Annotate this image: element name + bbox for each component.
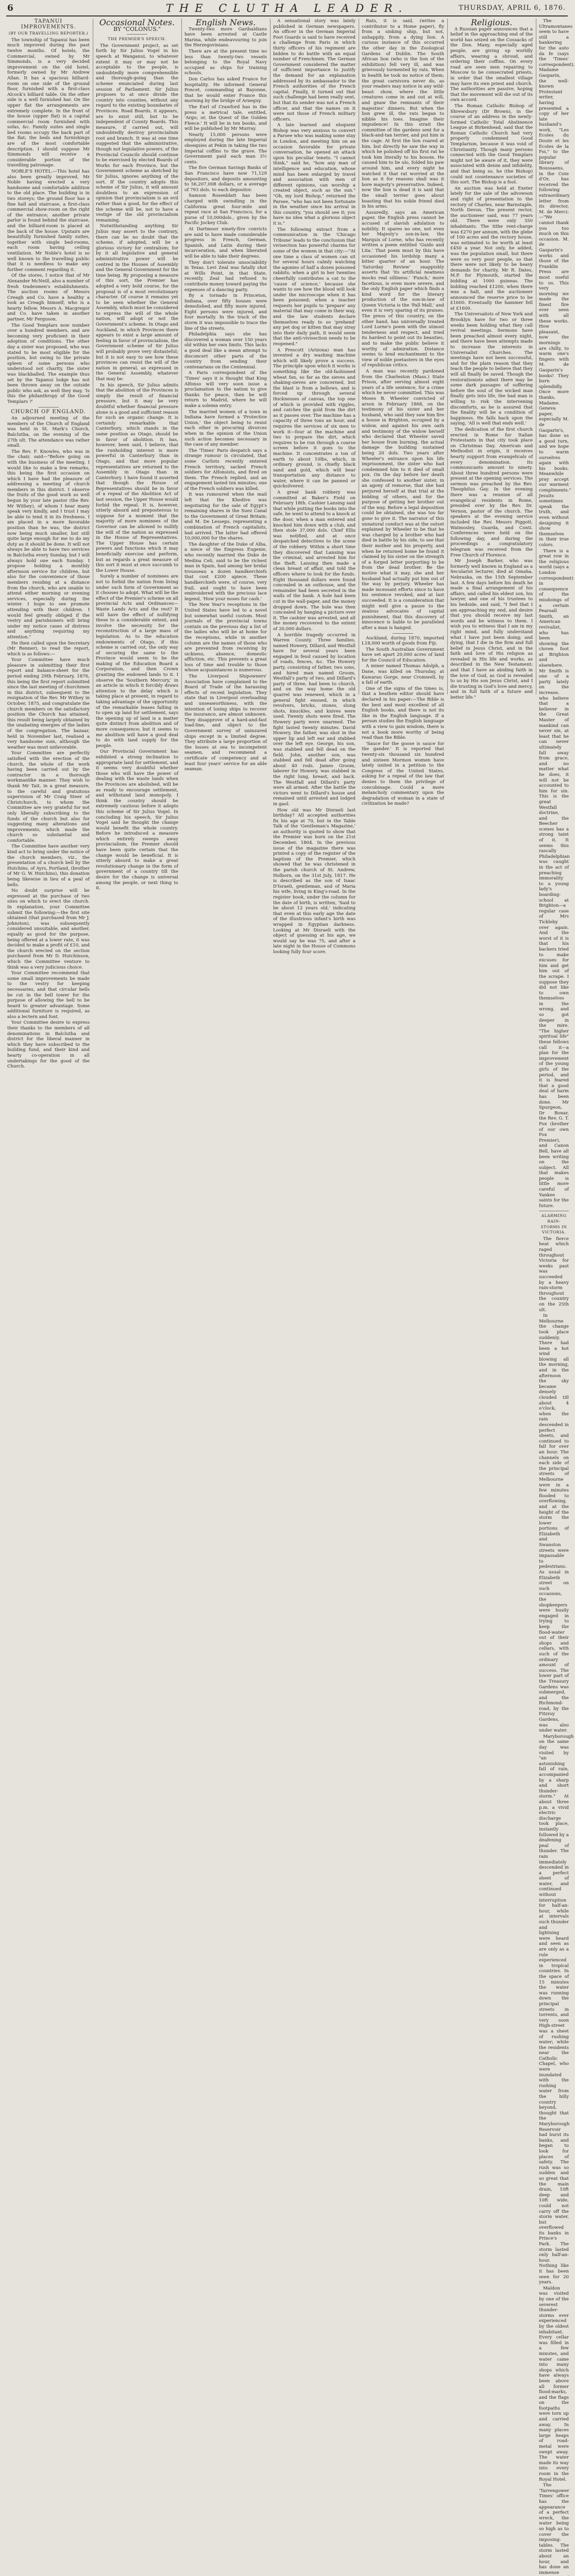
paragraph: The daughter of the Duke of Alba, a niece of the Empress Eugenie, who recently married the Duke de Medina Celi, said to be the richest man in Spain, had among her bridal trousseau a dozen handkerchiefs that cost £200 apiece. These handkerchiefs were, of course, very frail, and ought to have been embroidered with the precious lace legend, 'How your noses for cash.' [184, 541, 267, 602]
occasional-notes-heading: Occasional Notes. [99, 18, 175, 27]
paragraph: The Government project, as set forth by Sir Julius Vogel in his speech at Wanganui, to whatever extent it may or may not be acceptable to the people, is undoubtedly more comprehensible and thorough-going than the scheme enunciated during last session of Parliament. Sir Julius proposes to at once divide the country into counties, without any regard to the existing boundaries of Provinces. Road Boards, it appears, are to exist still, but to be independent of County Boards. This measure, if carried out, will undoubtedly destroy provincialism root and branch. It was at one time suggested that the administrative, though not legislative powers, of the Provincial Councils should continue to be exercised by elected Boards of Works for each Province, but the Government scheme as sketched by Sir Julius, ignores anything of the sort. If the country adopts this scheme of Sir Julius, it will amount doubtless to an expression of opinion that provincialism is an evil rather than a good, for the effect of the scheme will be, not to have a vestige of the old provincialism remaining. [96, 43, 178, 223]
paragraph: No doubt surprise will be expressed at the purchase of two sites on which to erect the church. In explanation, your Committee submit the following:—the first site obtained (that purchased from Mr J. Johnston), was subsequently considered unsuitable, and another, equally as good for the purpose, being offered at a lower rate, it was decided to make a profit of £10, and the church erected on the section purchased from Mr D. Hutchinson, which the Committee venture to think was a very judicious choice. [7, 888, 90, 970]
paragraph: Mr Joseph Barker, who was formerly well known in England as a Secularist lecturer, died at Omaha, Nebraska, on the 15th September last. A few days before his death he made a final arrangement of his affairs, and called his eldest son, his lawyer, and one of his trustees to his bedside, and said, "I feel that I am approaching my end, and desire that you should receive my last words and be witness to them. I wish you to witness that I am in my right mind, and fully understand what I have just been doing; and dying, that I die in the firm and full belief in Jesus Christ, and in the faith and love of His religion as revealed in His life and works, as described in the New Testament; and that I have an abiding faith in the love of God, as God is revealed to us by His son Jesus Christ, and I die trusting in God's love and mercy, and in full faith of a future and better life." [450, 558, 533, 701]
paragraph: The Good Templars now number over a hundred members, and are becoming very proficient in their adoption of conditions. The other day a sister was proposed, who was stated to be most eligible for the position, but owing to the private spleen of some persons who understood not charity, the sister was blackballed. The example thus set by the Tapanui lodge has not been thrown away on the outside public who ask, as well they may, 'Is this the philanthropy of the Good Templars ?' [7, 323, 90, 404]
paragraph: In Melbourne the change took place suddenly. There had been a hot wind blowing all the morning, and in the afternoon the sky became densely clouded till about 4 o'clock, when the rain descended in perfect sheets, and continued to fall for over an hour. The channels on each side of the principal streets of Melbourne were in a few minutes flooded to overflowing, and at the height of the storm the lower portions of Elizabeth and Swanston streets were impassable to pedestrians. As usual in Elizabeth street on such occasions, the shopkeepers were busily engaged in trying to keep the flood-water out of their shops and cellars, with such of the ordinary amount of success. The lower part of the Treasury Gardens was submerged, and the Richmond-road, by the Fitzroy Gardens, was also under water. [539, 1313, 569, 1734]
paragraph: Of the stores, I notice that of Mr Alexander McNeill, also a number of fresh tradesmen's establishments. The auction rooms of Messrs Creagh and Co. have a healthy a look as Creagh himself, who is a hearty fellow. Messrs A. Macgregor and Co. have taken in another partner, Mr Ferguson. [7, 273, 90, 323]
divider [393, 633, 413, 634]
paragraph: Nearly 15,000 persons were employed during the late Imperial obsequies at Pekin in taking the two Imperial coffins to the grave. The Government paid each man 3½ cents. [184, 132, 267, 165]
paragraph: A Prescott (Arizona) man has invented a dry washing machine which will likely prove a success. The principle upon which it works is something like the old-fashioned wheat fan, so far as the sieves and shaking-sieves are concerned, but the blast is from a bellows, and is forced up through several thicknesses of canvas, the top one of which is provided with riggles, and catches the gold from the dirt as it passes over. The machine has a capacity of three tons an hour, and requires the services of six men to work it—four at the machine and two to prepare the dirt, which requires to be run through a coarse screen before it goes to the machine. It concentrates a ton of earth to about 10lbs, which, in ordinary ground, is chiefly black sand and gold, which will bear transportation any distance to water, where it can be panned or quicksilvered. [273, 347, 356, 489]
paragraph: The New Year's receptions in the United States have led to a novel but somewhat useful custom. Most journals of the provincial towns contain on the previous day a list of the ladies who will be at home for the receptions, while in another column are the names of those who are prevented from receiving by sickness, absence, domestic affliction, etc. This prevents a great loss of time and trouble to those whose acquaintances is numerous. [184, 602, 267, 673]
page-number: 6 [7, 3, 13, 13]
paragraph: A late learned and eloquent Bishop was very anxious to convert a Parsee who was making some stay in London, and meeting him on an occasion favorable for private conversation, he opened an attack upon his peculiar tenets. "I cannot think," said he, "how any man of intelligence and education, whose mind has been enlarged by travel and association with men of different opinions, can worship a created object, such as the sun." "Oh, my lord Bishop," returned the Parsee, "who has not been fortunate in the weather since his arrival in this country, "you should see it; you have no idea what a glorious object it is." [273, 123, 356, 226]
column-4 [273, 19, 356, 955]
paragraph: A Paris correspondent of the 'Times' says it is thought that King Alfonso will very soon issue a proclamation to the nation to give thanks for peace, then he will return to Madrid, where he will make a solemn entry. [184, 370, 267, 409]
paragraph: The Committee have another very kind act to bring under the notice of the church members, viz., the presentation of a church bell by the Hutchins, of Ayrs, Portland, (brother of Mr G. W. Hutchins), this donation being likewise in lieu of a peal of bells. [7, 844, 90, 888]
issue-date: THURSDAY, APRIL 6, 1876. [459, 4, 566, 12]
paragraph: He then called upon the Secretary (Mr Renner), to read the report, which is as follows:— [7, 640, 90, 657]
paragraph: The township of Tapanui has been much improved during the past twelve months. Of hotels, the Commercial, owned by Mr Simmonds, is a very decided improvement on the old hotel, formerly owned by Mr Andrew Allan. It has a spacious billiard-room on one side of the ground floor, furnished with a first-class Alcock's billiard table. On the other side is a well furnished bar. On the upper flat the arrangements are extremely complete. In the front of the house (upper flat) is a capital commercial room furnished with sofas, &c. Family suites and single bed rooms occupy the back part of the flat; the beds and furnishings are of the most comfortable description. I should suppose Mr Simmonds will receive a considerable portion of the travelling patronage. [7, 37, 90, 168]
column-rule [447, 19, 448, 694]
paragraph: The five German Savings Banks of San Francisco have now 71,129 depositors, and deposits amounting to 56,207,008 dollars, or a average of 793 dols. to each depositor. [184, 165, 267, 193]
divider [38, 407, 59, 408]
premier-speech-heading: THE PREMIER'S SPEECH. [108, 37, 166, 42]
paragraph: Don Carlos has asked France for hospitality. He informed General Poncet, commanding at Bayonne, that he would enter France this morning by the bridge of Arneguy. [184, 76, 267, 104]
paragraph: In his speech, Sir Julius admits that the abolition of the Provinces is simply the result of financial pressure, but it may be very doubtful whether financial pressure alone is a good and sufficient reason for such an organic change. It is certainly remarkable that Canterbury, which stands in the same position as Otago, should be in favor of abolition. It has, however, been said, I believe, that the runholding interest is more powerful in Canterbury than in Otago, and that more popular representatives are returned to the Assembly in Otago than in Canterbury. I have found it asserted that though the House of Representatives should be in favor of a repeal of the Abolition Act of last session, the Upper House would forbid the repeal. It is, however, utterly absurd and preposterous to suppose for a moment that the majority of more nominees of the Governor can be allowed to nullify the will of the nation as expressed in the House of Representatives. The Upper House has certain powers and functions which it may beneficially exercise and perform, but as regards a great measure of this sort it must at once succumb to the Lower House. [96, 382, 178, 573]
paragraph: It was rumoured when the mail left that the Khedive was negotiating for the sale of Egypt's remaining shares in the Suez Canal to the Government of Great Britain; and M. De Lesseps, representing a combination of French capitalists, had arrived. The latter had offered 10,000,000 for the shares. [184, 492, 267, 541]
paragraph: Your Committee are perfectly satisfied with the erection of the church, the whole of the work having been carried out by the contractor in a thorough workmanlike manner. They wish to thank Mr Tait, in a great measure, to the careful and gratuitous supervision of Mr Craig Steer of Christchurch, to whom the Committee are very grateful for not only liberally subscribing to the funds of the church but also for suggesting many alterations and improvements, which made the church so substantial and comfortable. [7, 751, 90, 843]
paragraph: Philadelphia says she has discovered a woman over 150 years old within her own limits. This lacks a good deal like a mean attempt to disconcert other parts of the country from sending their centenarians on the Centennial. [184, 332, 267, 370]
paragraph: 'Sauce for the goose is sauce for the gander.' It is reported that twenty-six thousand six hundred and sixteen Mormon women have lately united in a petition to the Congress of the United States, asking for a repeal of the law that denies to them the privilege of concubinage. Could a more melancholy commentary upon the degradation of woman in a state of civilization be made? [362, 741, 444, 807]
column-5 [362, 19, 444, 807]
rain-storms-heading: ALARMING RAIN-STORMS IN VICTORIA. [540, 1213, 567, 1235]
english-news-heading: English News. [195, 18, 256, 27]
tapanui-byline: (BY OUR TRAVELLING REPORTER.) [8, 31, 89, 36]
paragraph: The Liverpool Shipowners' Association have complained to the Board of Trade of the harassing effects of recent legislation. They state that in Liverpool overloading and unseaworthiness, with the intention of losing ships to recover the insurance, are almost unknown. They disapprove of a hard-and-fast load-line, and object to the Government survey of uninsured ships except in a limited degree. They attribute a large proportion of the losses at sea to incompetent seamen, and recommend a certificate of competency and at least four years' service for an able seaman. [184, 674, 267, 772]
paragraph: The fierce heat which raged throughout Victoria for weeks past was succeeded by a heavy rain-storm throughout the country on the 25th ult. [539, 1236, 569, 1313]
paragraph: Rats, it is said, (writes a contributor to a Home paper), fly from a sinking ship, but not, unhappily, from a dying lion. A curious instance of this occurred the other day in the Zoological Gardens of Dublin. The South African lion (who is the lion of the exhibition) fell very ill, and was grievously tormented by rats. When in health he took no notice of them; the great carnivora never do, as your readers may notice in any wild-beast show, where the little creatures come in and out at will, and gnaw the remnants of their majesties' dinners. But when the lion grew ill, the rats began to nibble his toes. Imagine their impudence! In this strait the committee of the gardens sent for a black-and-tan terrier, and put him in the cage. At first the lion roared at him, but directly he saw the way in which he polished off his first rat he took him literally to his bosom. He caused him to lie ulo, folded his paw around him, and every night he watched it that rat worried at the lion as it for reasons shall was it bore majesty's preservative. Indeed, now the lion is dead it is said that the small terrier goes about boasting that his noble friend died in his arms. [362, 19, 444, 210]
paragraph: An auction was held at Exeter lately for the sale of the advowson and right of presentation to the rectory of Charles, near Barnstaple, North Devon. The present rector, the auctioneer said, was 77 years old. There were only 350 inhabitants. The tithe rent-charge was £270 per annum, with the glebe of 100 acres and the rectory house, was estimated to be worth at least £450 a year. Not only, he added, was the population small, but there were so very poor people, so that there were not likely to be heavy demands for charity. Mr R. Dates, M.P. for Plymouth, started the bidding at 1000 guineas. The bidding reached £1200, when there was a halt, and the auctioneer announced the reserve price to be £1600. Eventually the hammer fell at £1600. [450, 185, 533, 311]
paragraph: The 'Tarrengower Times' office has the appearance of a perfect wreck, the water being so high as to cover the imposing-tables. The storm lasted about an hour, and has done an immense [539, 2483, 569, 2575]
paragraph: The following extract from a communication in the 'Chicago Tribune' leads to the conclusion that vivisection has powerful charms for some of the women in that city:—"At one time a class of women can sit for several hours calmly watching the agonies of half a dozen poisoned rabbits; when a girl in her twenties cheerfully contributes a cat to the 'cause of science,' because she wants to see how the blood will look under the microscope when it has been poisoned; when a teacher requests her pupils to 'prepare' any material that may come in their way, and the law students declare themselves ready to so 'prehend' any pet dog or kitten that may stray into their daily path, it would seem that the anti-vivisection needs to be reopened." [273, 227, 356, 347]
column-rule [181, 19, 182, 694]
paragraph: There is a great row in the religious world (says a London correspondent) in consequence of the misdoings of a certain Pearsall Smith, an American revivalist, who has been showing the cloven foot at Brighton and elsewhere. Mr Smith is one of a party lately on the increase, who believe that a believer in the Great Master of mankind can never sin, at least that he can never ultimately fall away from grace, and no matter what he does, it will not be accounted to him for sin. This is the great Westfall doctrine, and the Beecher scenes has a strong taint of it. It seems this rascally Philadelphian was caught in the act of preaching immorality to a young lady's boarding-school at Brighton—a regular case of Mrs Tickleby over again. And the worst of it is that his backers tried to make excuses for him and get him out of the scrape. I suppose they did not like to own themselves in the wrong, and so got deeper in the mire. "The higher spiritual life" these fellows call it—a plan for the improvement of the young girls of the period, and it is feared that a good deal of harm has been done. Mr Spurgeon, Dr Bonar, the Rev. G. T. Fox (brother of our own Fox Premier), and Canon Bell, have all been writing on the subject. All that makes people is little more careful of Yankee saints for the future. [539, 548, 573, 1209]
header-rule [6, 15, 568, 16]
paragraph: Auckland, during 1870, imported L18,000 worth of goods from Fiji. [362, 635, 444, 647]
paragraph: Assuredly, says an American paper, the English press cannot be accused of slavish adulation to nobility. It spares no one, not even her Majesty's son-in-law, the Marquis of Lorne, who has recently written a poem entitled 'Guido and Lita.' That poem must by this have occasioned his lordship many a bitter quarter of an hour. The 'Saturday Review' snappishly asserts that 'its artificial neatness mocks real silliness.' 'Punch,' more facetious, is even more severe, and the only English paper which finds a kind word for the literary production of the son-in-law of Queen Victoria is the 'Pall Mall,' and even it is very sparing of its praises. The press of this country, on the other hand, has universally treated Lord Lorne's poem with the utmost tenderness and respect, and tried its hardest to point out its beauties, and to make the public believe it worthy of admiration. Distance seems to lend enchantment to the view of noble poetasters in the eyes of republican critics. [362, 210, 444, 368]
paragraph: The Rev. F. Knowles, who was in the chair, said—"Before going on with the business of the meeting, I would like to make a few remarks, this being the first occasion on which I have had the pleasure of addressing a meeting of church members in this district. I observe the fruits of the good work so well begun by your late pastor (the Rev. Mr Withey), of whom I hear many speak very kindly, and I trust I may be able to tend it in its freshness. I am placed in a more favorable position than he was, the district now being much smaller, but still quite large enough for me to do my duty as it should be done. It will not always be able to have two services in Balclutha every Sunday, but I will always hold one each Sunday. I propose holding a monthly afternoon service for children, but also for the convenience of those members residing at a distance from the church, who are unable to attend either morning or evening services, especially during the winter. I hope to see promote attending with their children. I would feel greatly obliged if the vestry and parishioners will bring under my notice cases of distress and anything requiring my attention." [7, 449, 90, 640]
paragraph: At Dartmoor ninety-five convicts are said to have made considerable progress in French, German, Spanish, and Latin during their incarceration, and when liberated will be able to take their degrees. [184, 226, 267, 259]
paragraph: NOBLE'S HOTEL.—This hotel has also been greatly improved, Mr Noble having erected a very handsome and comfortable addition to the old place. The building is in two storeys; the ground floor has a fine hall and staircase, a first-class commercial show-room on the right of the entrance; another private parlor is found behind the staircase, and the billiard-room is placed at the back of the house. Upstairs are beautifully furnished family suites, together with single bed-rooms, each room having ceiling ventilation. Mr Noble's hotel is so well known to the travelling public that it is needless to make any further comment regarding it. [7, 169, 90, 273]
paragraph: Your Committee recommend that some small improvements be made to the vestry for keeping necessaries, and that circular bells be cut in the bell tower for the purpose of allowing the bell to be heard to greater advantage. Some additional furniture is required, as also a lectern and font. [7, 971, 90, 1020]
paragraph: The dedication of the first church erected in Rome for Italian Protestants in that city took place on Christmas Day. American and Methodist in origin, it receives hearty support from evangelicals of every denomination. Its communicants amount to ninety. About three hundred persons were present at the opening services. The sermon was preached by the Rev. Theophilus Gay. In the evening there was a reunion of all evangelical residents in Rome, presided over by the Rev. Dr. Vernon, pastor of the church. The speakers at the evening service included the Rev. Messrs Piggott, Watmosley, Guarda, and Conti. Conferences were held on the following day, and during the proceedings a congratulatory telegram was received from the Free Church of Florence. [450, 427, 533, 558]
paragraph: The 'Times' Paris despatch says a strange rumour is circulated, that some Carlists recently entered French territory, sacked French soldiers for Alfonsists, and fired on them. The French replied, and an engagement lasted ten minutes; one of the French soldiers was killed. [184, 448, 267, 492]
masthead [0, 0, 574, 18]
paragraph: The married women of a town in Indiana have formed a 'Protective Union,' the object being to resist each other in procuring divorces when in the opinion of the Union such action becomes necessary in the case of any member. [184, 409, 267, 448]
paragraph: A great bank robbery was committed at Baker's Field on February 18th. Cashier Lansing said that while putting the books into the safe, he went to attend to a knock at the door, when a man entered and knocked him down with a club, and then stole 37,000 dols. Chief Ellis was notified, and at once despatched detectives to the scene of the robbery. Within a short time they discovered that Lansing was the criminal, and arrested him for the theft. Lansing then made a clean breast of affair, and told the officers where to look for the funds. Eight thousand dollars were found concealed in an outhouse, and the remainder had been secreted in the walls of the bank. A hole had been cut in the wall-paper, and the money dropped down. The hole was then concealed by hanging a picture over it. The cashier was arrested, and all the money recovered to the extent of 20,000 dollars. [273, 490, 356, 632]
paragraph: A man was recently pardoned from the Charleston (Mass.) State Prison, after serving almost eight years of a life sentence, for a crime which he never committed. This was Moses B. Wheeler convicted of arson in February 1868, on the testimony of his sister and her husband, who said they saw him fire a house in Brighton, occupied by a widow, and against his own oath and testimony of the widow herself who declared that Wheeler saved her house from burning, the actual damage the building sustained being 20 dols. Two years after Wheeler's entrance upon his life imprisonment, the sister who had condemned him to it died of small pox. On the day before her death she confessed to another sister, in an agony of remorse, that she had perjured herself at that trial at the bidding of others, and for the purpose of getting her brother out of the way. Before a legal deposition could be obtained, she was too far gone to give it. The narrator of this unnatural conduct was at the outset explained by Wheeler to be that he was charged by a brother who had died in battle by his side, to see that their mother and his property, and when he returned home he found it claimed by his sister on the strength of a forged letter purporting to be from the dead brother. Be the motive what it may, she and her husband had actually put him out of the way by perjury. Wheeler has made incessant efforts since to have his sentence revoked, and at last succeeded. It is a consideration that might well give a pause to the zealous advocates of capital punishment, that this discovery of innocence is liable to be paralleled after a man is hanged. [362, 369, 444, 631]
paragraph: Our Provincial Government has exhibited a strong inclination to appropriate land for settlement, and it seems very doubtful whether those who will have the power of dealing with the waste lands when the Provinces are abolished, will be as ready to encourage settlement, and withstand land monopoly. I think the country should be extremely cautious before it adopts this scheme of Sir Julius Vogel. In concluding his speech, Sir Julius Vogel said he thought the change would benefit the whole country. Before he introduced a measure which entirely sweeps away provincialism, the Premier should have been quite certain that the change would be beneficial. It is utterly absurd to make a great revolutionary change in the form of government of a country till the desire for the change is universal among the people, or next thing to it. [96, 749, 178, 891]
paragraph: The Universalists of New York and Brooklyn have for two or three weeks been holding what they call revival meetings. Sermons have been preached almost every night, and there have been attempts made to increase the interests in Universalist Churches. The meetings have not been successful, and for the plain reason that they teach the people to believe that they will all finally be saved. Though the restorationists admit there may be some dark passages of suffering before the soul of the wicked man finally gets into life, the bad man is willing to risk the intervening discomforts, as he is assured that the finality will be a condition of happiness. He falls back upon the saying, 'All is well that ends well.' [450, 312, 533, 427]
paragraph: Twenty-two more Garibaldians have been arrested at Castle Marina, while endeavouring to join the Herzegovinians. [184, 26, 267, 48]
column-3 [184, 18, 267, 772]
newspaper-title: THE CLUTHA LEADER. [165, 2, 409, 14]
paragraph: Your Committee desire to express their thanks to the members of all denominations in Balclutha and district for the liberal manner in which they have subscribed to the building fund, and their kind and hearty co-operation in all undertakings for the good of the Church. [7, 1020, 90, 1070]
paragraph: They don't tolerate unsociability in Texas. Levi Zeal was fatally shot at Wills Point, in that State, recently. Zeal had refused to contribute money toward paying the expenses of a dancing party. [184, 260, 267, 293]
religious-heading: Religious. [470, 18, 513, 27]
paragraph: One of the signs of the times is, that a heathen editor should have declared in his paper:—The Bible is the best and most excellent of all English books, and there is not its like in the English language. If a person studies the English language with a view to gain wisdom, there is not a book more worthy of being read than the Bible. [362, 686, 444, 741]
paragraph: A horrible tragedy occurred in Warren County. Three families, named Howery, Dillard, and Westfall have for several years been engaged in feud caused by location of roads, fences, &c. The Howery party, consisting of father, two sons, and hired man named Groom, Westfall's party of two, and Dillard's party of three, had been to church, and on the way home the old quarrel was renewed, which in a general fight ensued, in which revolvers, bricks, stones, slung shots, knuckles, and knives were used. Twenty shots were fired. The Howery party were unarmed. The fight lasted twenty minutes. David Howery, the father, was shot in the upper lip and left ear and stabbed over the left eye. George, his son, was stabbed and fell dead on the field. John, another son, was stabbed and fell dead after going about 40 rods. James Groom, laborer for Howery, was stabbed in the right lung, breast, and back. The Westfall and Dillard's party were all armed. After the battle the victors went to Dillard's house and remained until arrested and lodged in gaol. [273, 632, 356, 807]
paragraph: The Roman Catholic Bishop of Shrewsbury (Dr Brown), in the course of an address in the newly-formed Catholic Total Abstinence League at Birkenhead, said that the Roman Catholic Church had very properly condemned Good Templarism, because it was void of Christianity. Though many persons connected with the Good Templars might not be aware of it, they were associated with deism and infidelity, and that being so, he (the Bishop) could not countenance societies of this sort. The Bishop is a fool. [450, 103, 533, 185]
church-heading: CHURCH OF ENGLAND. [11, 409, 86, 415]
paragraph: Notwithstanding anything Sir Julius may assert to the contrary, there can be no doubt that the scheme, if adopted, will be a glorious victory for centralism; for by it all legislative and general administrative power will be centred in the Houses of Assembly and the General Government for the time being. By proposing a measure of this sort, the Premier has adopted a very bold course, for the proposal is of a most revolutionary character. Of course it remains yet to be seen whether the General Assembly, which must be considered to express the will of the whole nation, will adopt or not the Government's scheme. In Otago and Auckland, in which Provinces there appears to exist a large amount of feeling in favor of provincialism, the Government scheme of Sir Julius will probably prove very distasteful; but it is not easy to see how these provinces can resist the will of the nation in general, as expressed in the General Assembly, whatever that may be. [96, 224, 178, 382]
column-2 [96, 18, 178, 891]
paragraph: An adjourned meeting of the members of the Church of England was held in St. Mark's Church, Balclutha, on the evening of the 27th ult. The attendance was rather small. [7, 416, 90, 449]
paragraph: A Russian paper announces that a belief in the approaching end of the world has seized on the Cossacks of the Don. Many, especially aged people, are giving up worldly affairs, wearing a shroud, and ordering their coffins. On every road are seen men repairing to Moscow to be consecrated priests, in order that the smallest village may have its own priest and church. The authorities are passive, hoping that the movement will die out of its own accord. [450, 26, 533, 103]
paragraph: The Earl of Crawford has in the press a metrical tale, entitled, 'Argo; or, the Quest of the Golden Fleece.' It will be in ten books, and will be published by Mr Murray. [184, 104, 267, 132]
paragraph: Samson Rosenblatt has been charged with swindling in the California great four-mile and repeat race at San Francisco, for a purse of 10,000dols., given by the Pacific Jockey Club. [184, 193, 267, 226]
occasional-byline: BY "COLONUS." [113, 25, 161, 32]
paragraph: There are at the present time no less than twenty-two vessels belonging to the Royal Navy occupied as ships for training schools. [184, 48, 267, 76]
tapanui-heading: TAPANUI IMPROVEMENTS. [21, 19, 76, 30]
paragraph: Maldon was visited by one of the severest thunder-storms ever experienced by the oldest inhabitant. Every cellar was filled in a few minutes, and water came into many shops which have always been above all former flood-marks, and the flags on the footpaths were torn up and carried away. In many places large heaps of road-metal were swept away. The water made its way into every room in the Royal Hotel. [539, 2285, 569, 2482]
paragraph: Maryborough on the same day was visited by "an astonishing fall of rain, accompanied by a sharp and short thunder-storm." At about three p.m. a vivid electric discharge took place, instantly followed by a deafening peal of thunder. The rain immediately descended in a perfect sheet of water, and continued without interruption for half-an-hour, while at intervals such thunder and lightning were heard and seen as are only as a rule experienced in tropical countries. In the space of 15 minutes the water was running down the principal streets in torrents, and very soon High-street was a sheet of rushing water; while the residents near the Catholic Chapel, who were inundated with the rushing water from the hilly country beyond, thought that the Maryborough Reservoir had burst its banks, and began to look for places of safety. The rush was so sudden and so great that the main drain, 10ft deep and 10ft wide, could not carry off the storm water, but overflowed its banks in Prince's Park. The storm lasted only half-an-hour. Nothing like it has been seen for 20 years. [539, 1734, 574, 2285]
column-7 [539, 19, 575, 2575]
paragraph: A miner named Thomas Adolph, a Dane, was killed on Thursday, at Kawarau Gorge, near Cromwell, by a fall of earth. [362, 664, 444, 686]
divider [127, 34, 147, 35]
paragraph: Your Committee have much pleasure in submitting their first report and balance-sheet for the period ending 29th February, 1876, this being the first report submitted since the last meeting of churchmen in this district, subsequent to the resignation of the Rev. Mr Withey in October, 1875, and congratulate the church members on the satisfactory position the Church has attained, this result being largely obtained by the unabating energies of the ladies of the congregation. The bazaar, held in November last, realised a very handsome sum, although the weather was most unfavorable. [7, 657, 90, 750]
paragraph: How old was Mr Disraeli last birthday? All accepted authorities fix his age at 70, but in the Table Talk of the 'Gentleman's Magazine,' an authority is quoted to show that the Premier was born on the 21st December, 1804. In the previous issue of the magazine there was printed a copy of the register of the baptism of the Premier, which showed that he was christened in the parish church of St. Andrew, Holborn, on the 31st July, 1817. He is described as the son of Isaac D'Israeli, gentleman, and of Maria his wife, living in King's-road. In the register book, under the column for the date of birth, is written, 'Said to be about 12 years old,' indicating that even at this early age the date of the illustrious infant's birth was wrapped in Egyptian darkness. Looking at Mr Disraeli with the object of guessing at his age, we would say he was 75, and after a late night in the House of Commons looking fully four score. [273, 807, 356, 955]
paragraph: The Ultramontanes seem to have still a hankering for the auto da fe (says the 'Times' correspondent). Madame Gasparin, the well-known Protestant writer, having presented a copy of her late husband's work, "Les Ecoles du Doute et les Ecoles de la Foi," to the popular library of Boussaens, in the Cote d'Or, has received the following extraordinary letter from its director, M. de Merci:—"We cannot thank you too much on this occasion. M. de Gasparin's works and those of the Franklin Press are most useful to us. This very morning we made the finest fire ever seen with all these works. How pleasant, now the mornings are chilly, to warm one's fingers with M. de Gasparin's books! They burn splendidly. Once more thanks, Madame. Geneva paper, especially M. de Gasparin's, has done us a good turn, and we hope to warm ourselves again with his books. Meanwhile pray accept our warmest compliments." Jesuits sometimes speak the truth, and even without designing it show themselves in their true colors. [539, 19, 575, 548]
column-1 [7, 19, 90, 1070]
column-6 [450, 18, 533, 701]
paragraph: A sensational story was lately published in German newspapers. An officer in the German Imperial Foot Guards is said to have received a challenge from Paris in which thirty officers of his regiment are bidden to do battle with an equal number of Frenchmen. The German Government considered the matter of sufficient importance to justify the demand for an explanation addressed by its ambassador to the French authorities of the French capital. Finally, it turned out that such challenge had been really sent, but that its sender was not a French officer, and that the names on it were not those of French military officers. [273, 19, 356, 122]
paragraph: By a tornado in Princeton, Indiana, over fifty houses were demolished, and fifty more injured. Eight persons were injured, and four mortally. In the track of the storm it was impossible to trace the line of the streets. [184, 293, 267, 331]
paragraph: Surely a number of nominees are not to forbid the nation from living under such form of Government as it chooses to adopt. What will be the effect of the Premier's scheme on all provincial Acts and Ordinances—Waste Lands Acts and the rest? It will have the effect of nullifying these to a considerable extent, and involve the necessity for the reconstruction of a large mass of legislation. As to the education endowments of Otago, if this scheme is carried out, the only way of securing the same to the Province would seem to be the making of the Education Board a Corporation, and then Crown granting the endowed lands to it. I observe the 'Southern Mercury,' in an article in which it forcibly draws attention to the delay which is taking place at present, in regard to taking advantage of the opportunity of the remarkable leases falling in to open up land for settlement, says the opening up of land is a matter quite distinct from abolition and of more consequence; but it seems to me abolition will have a good deal to do with land supply for the people. [96, 574, 178, 749]
paragraph: The South Australian Government have set apart 20,000 acres of land for the Council of Education. [362, 647, 444, 663]
